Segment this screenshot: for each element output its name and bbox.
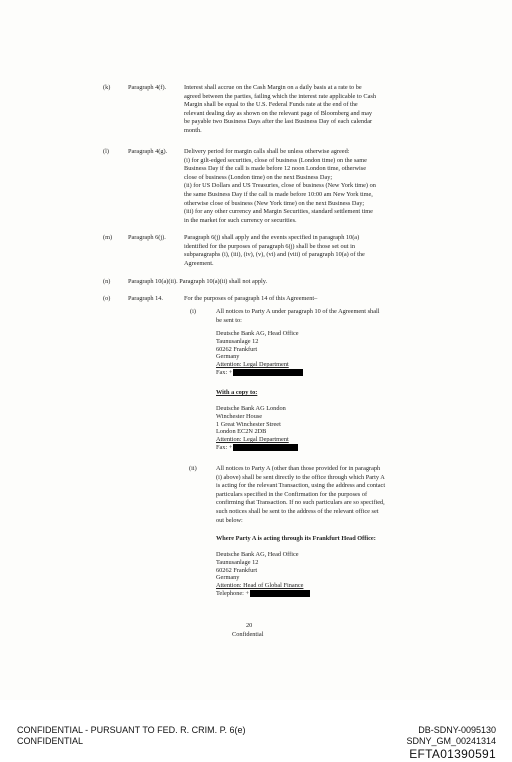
address-line: Taunusanlage 12	[216, 337, 259, 345]
address-line: Germany	[216, 574, 240, 582]
text-line: Business Day if the call is made before 12 noon London time, otherwise	[184, 165, 367, 173]
address-line: Attention: Head of Global Finance	[216, 582, 304, 590]
text-line: identified for the purposes of paragraph 6(j) shall be those set out in	[184, 242, 356, 250]
address-line: Attention: Legal Department	[216, 436, 289, 444]
text-line: All notices to Party A under paragraph 10 of the Agreement shall	[216, 308, 380, 315]
clause-o-reference: Paragraph 14.	[128, 295, 163, 302]
text-line: otherwise close of business (New York time) on the next Business Day;	[184, 199, 365, 207]
head-office-address	[216, 330, 303, 377]
text-line: out below:	[216, 516, 243, 524]
frankfurt-heading: Where Party A is acting through its Frankfurt Head Office:	[216, 535, 376, 542]
clause-m-text	[184, 234, 416, 268]
text-line: particulars specified in the Confirmation for the purposes of	[216, 490, 368, 498]
text-line: subparagraphs (i), (iii), (iv), (v), (vi) and (viii) of paragraph 10(a) of the	[184, 251, 365, 259]
sub-i-text	[216, 308, 416, 325]
redaction-bar	[250, 590, 310, 597]
clause-o-intro: For the purposes of paragraph 14 of this Agreement–	[184, 295, 318, 302]
sub-ii-marker: (ii)	[189, 465, 197, 472]
clause-l-text	[184, 148, 416, 225]
copy-heading: With a copy to:	[216, 389, 258, 396]
clause-k-text	[184, 84, 416, 136]
text-line: (i) for gilt-edged securities, close of business (London time) on the same	[184, 156, 367, 164]
text-line: Interest shall accrue on the Cash Margin on a daily basis at a rate to be	[184, 84, 362, 91]
efta-number: EFTA01390591	[409, 747, 496, 761]
address-line: 60262 Frankfurt	[216, 345, 258, 353]
london-copy-address	[216, 405, 298, 452]
text-line: Paragraph 6(j) shall apply and the events specified in paragraph 10(a)	[184, 234, 360, 241]
text-line: Delivery period for margin calls shall be unless otherwise agreed:	[184, 148, 350, 155]
text-line: close of business (London time) on the next Business Day;	[184, 173, 333, 181]
clause-k-reference: Paragraph 4(f).	[128, 84, 167, 91]
address-line: 60262 Frankfurt	[216, 566, 258, 574]
text-line: such notices shall be sent to the address of the relevant office set	[216, 507, 379, 515]
clause-o-marker: (o)	[103, 295, 111, 302]
clause-m-marker: (m)	[103, 234, 113, 241]
text-line: the same Business Day if the call is made before 10:00 am New York time,	[184, 190, 373, 198]
footer-right	[406, 725, 496, 761]
telephone-line	[216, 590, 310, 598]
frankfurt-address	[216, 551, 310, 598]
address-line: Deutsche Bank AG London	[216, 405, 286, 412]
bates-number: SDNY_GM_00241314	[406, 736, 496, 746]
footer-confidential: CONFIDENTIAL	[17, 736, 84, 746]
text-line: (i) above) shall be sent directly to the office through which Party A	[216, 473, 385, 481]
redaction-bar	[233, 444, 298, 451]
address-line: Taunusanlage 12	[216, 558, 259, 566]
clause-k-marker: (k)	[103, 84, 111, 91]
clause-n-text: Paragraph 10(a)(ii). Paragraph 10(a)(ii) shall not apply.	[128, 278, 268, 285]
address-line: 1 Great Winchester Street	[216, 420, 281, 428]
telephone-label: Telephone: +	[216, 589, 250, 597]
footer-legend: CONFIDENTIAL - PURSUANT TO FED. R. CRIM. P. 6(e)	[17, 725, 246, 735]
text-line: Agreement.	[184, 259, 214, 267]
sub-i-marker: (i)	[190, 308, 196, 315]
text-line: is acting for the relevant Transaction, using the address and contact	[216, 482, 386, 490]
sub-ii-text	[216, 465, 416, 525]
fax-label: Fax: +	[216, 443, 233, 451]
text-line: Margin shall be equal to the U.S. Federal Funds rate at the end of the	[184, 101, 358, 109]
address-line: Deutsche Bank AG, Head Office	[216, 551, 299, 558]
address-line: Deutsche Bank AG, Head Office	[216, 330, 299, 337]
clause-m-reference: Paragraph 6(j).	[128, 234, 166, 241]
fax-line	[216, 369, 303, 377]
footer-left	[17, 725, 246, 747]
page-confidential-label: Confidential	[232, 631, 264, 638]
text-line: (iii) for any other currency and Margin Securities, standard settlement time	[184, 208, 373, 216]
fax-label: Fax: +	[216, 368, 233, 376]
redaction-bar	[233, 369, 303, 376]
text-line: be payable two Business Days after the last Business Day of each calendar	[184, 118, 373, 126]
bates-number: DB-SDNY-0095130	[418, 725, 496, 735]
text-line: relevant dealing day as shown on the relevant page of Bloomberg and may	[184, 109, 373, 117]
address-line: Attention: Legal Department	[216, 361, 289, 369]
clause-l-marker: (l)	[103, 148, 109, 155]
clause-l-reference: Paragraph 4(g).	[128, 148, 168, 155]
address-line: London EC2N 2DB	[216, 428, 267, 436]
text-line: in the market for such currency or securities.	[184, 216, 297, 224]
fax-line	[216, 444, 298, 452]
text-line: (ii) for US Dollars and US Treasuries, close of business (New York time) on	[184, 182, 376, 190]
text-line: agreed between the parties, failing which the interest rate applicable to Cash	[184, 92, 376, 100]
text-line: be sent to:	[216, 316, 242, 324]
address-line: Germany	[216, 353, 240, 361]
clause-n-marker: (n)	[103, 278, 111, 285]
text-line: All notices to Party A (other than those provided for in paragraph	[216, 465, 381, 472]
page-number: 20	[246, 622, 253, 629]
address-line: Winchester House	[216, 412, 263, 420]
text-line: confirming that Transaction. If no such particulars are so specified,	[216, 499, 385, 507]
text-line: month.	[184, 126, 202, 134]
